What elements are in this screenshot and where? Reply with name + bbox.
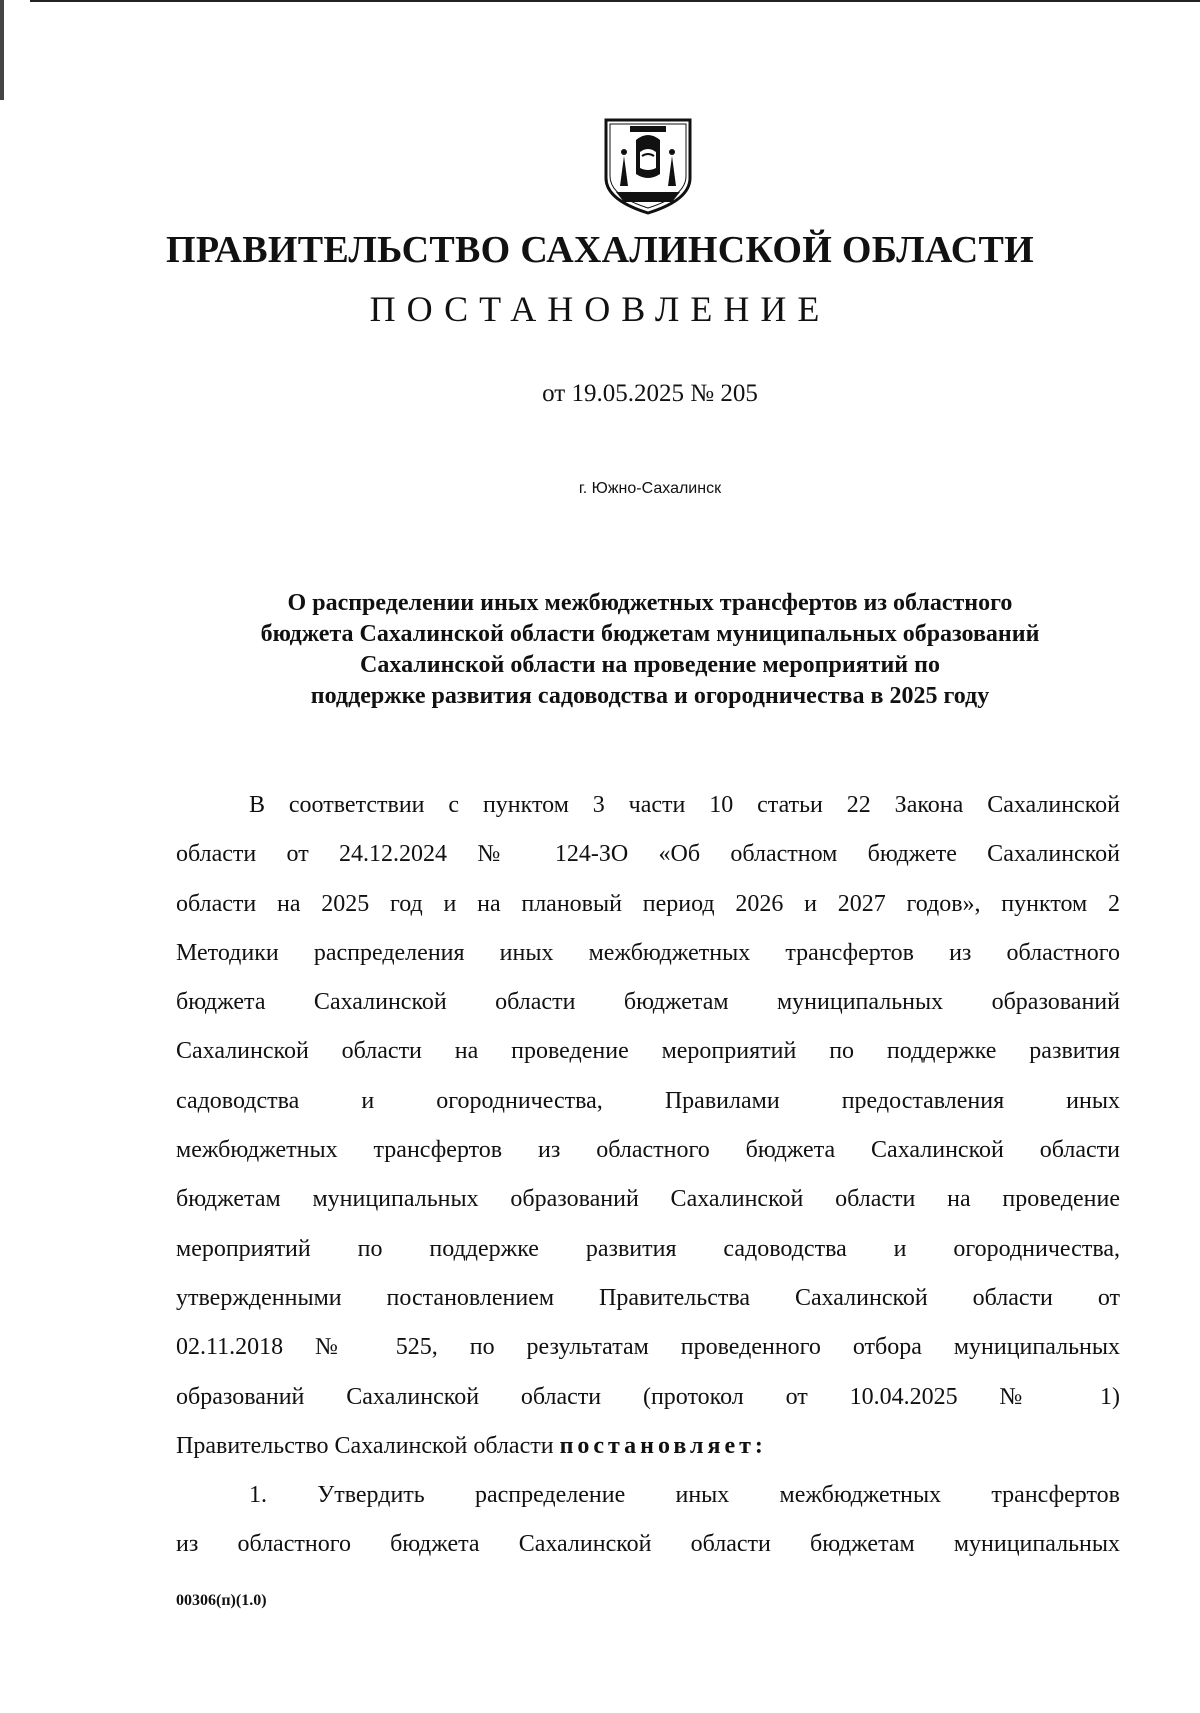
heading-line: поддержке развития садоводства и огородничества в 2025 году [310,683,990,709]
item-line: 1. Утвердить распределение иных межбюджетных трансфертов [249,1482,1120,1509]
body-line: утвержденными постановлением Правительства Сахалинской области от [176,1284,1120,1311]
footer-document-code: 00306(п)(1.0) [176,1592,267,1609]
document-heading [150,588,1150,712]
item-line: из областного бюджета Сахалинской области бюджетам муниципальных [176,1531,1120,1558]
top-border-line [30,0,1200,2]
body-line: области на 2025 год и на плановый период 2026 и 2027 годов», пунктом 2 [176,890,1120,917]
body-line: садоводства и огородничества, Правилами предоставления иных [176,1087,1120,1114]
document-date-number: от 19.05.2025 № 205 [542,380,758,407]
coat-of-arms-icon [602,116,694,216]
resolution-word: постановляет: [559,1432,767,1459]
body-line: бюджета Сахалинской области бюджетам муниципальных образований [176,989,1120,1016]
left-edge-line [0,0,4,100]
heading-line: О распределении иных межбюджетных трансфертов из областного [287,590,1013,616]
body-line: 02.11.2018 № 525, по результатам проведенного отбора муниципальных [176,1334,1120,1361]
body-line: области от 24.12.2024 № 124-ЗО «Об областном бюджете Сахалинской [176,841,1120,868]
body-line: Сахалинской области на проведение мероприятий по поддержке развития [176,1038,1120,1065]
resolution-prefix: Правительство Сахалинской области [176,1432,560,1459]
document-city: г. Южно-Сахалинск [578,480,722,497]
body-line: В соответствии с пунктом 3 части 10 статьи 22 Закона Сахалинской [249,792,1120,818]
document-body [176,781,1120,1570]
heading-line: Сахалинской области на проведение мероприятий по [360,652,940,678]
resolution-line [176,1422,1120,1471]
body-line: мероприятий по поддержке развития садоводства и огородничества, [176,1235,1120,1262]
document-type: ПОСТАНОВЛЕНИЕ [369,289,831,329]
body-line: Методики распределения иных межбюджетных трансфертов из областного [176,939,1120,966]
body-line: бюджетам муниципальных образований Сахалинской области на проведение [176,1186,1120,1213]
body-line: межбюджетных трансфертов из областного бюджета Сахалинской области [176,1137,1120,1164]
body-line: образований Сахалинской области (протокол от 10.04.2025 № 1) [176,1383,1120,1410]
heading-line: бюджета Сахалинской области бюджетам муниципальных образований [260,621,1040,647]
government-title: ПРАВИТЕЛЬСТВО САХАЛИНСКОЙ ОБЛАСТИ [166,229,1034,271]
